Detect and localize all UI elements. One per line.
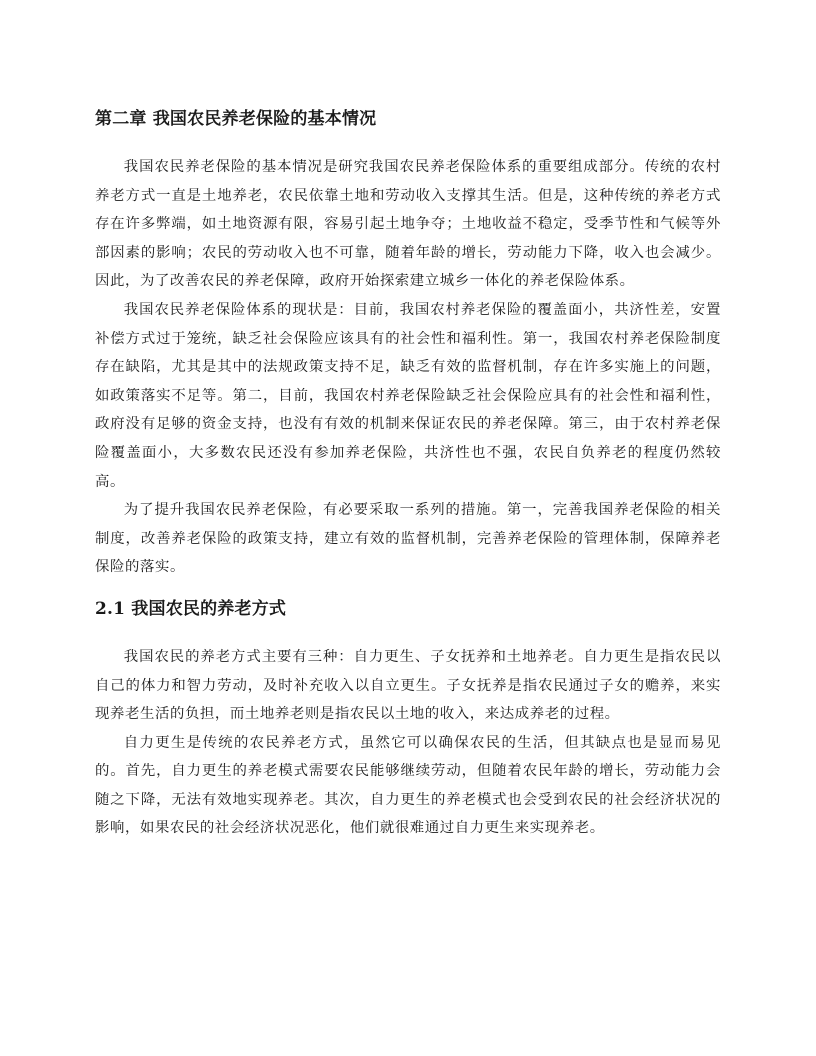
document-page [95,104,721,843]
section-paragraph-2: 自力更生是传统的农民养老方式，虽然它可以确保农民的生活，但其缺点也是显而易见的。首先，自力更生的养老模式需要农民能够继续劳动，但随着农民年龄的增长，劳动能力会随之下降，无法有效地实现养老。其次，自力更生的养老模式也会受到农民的社会经济状况的影响，如果农民的社会经济状况恶化，他们就很难通过自力更生来实现养老。 [95,734,721,837]
chapter-paragraph-3: 为了提升我国农民养老保险，有必要采取一系列的措施。第一，完善我国养老保险的相关制度，改善养老保险的政策支持，建立有效的监督机制，完善养老保险的管理体制，保障养老保险的落实。 [95,502,721,576]
section-paragraph-1: 我国农民的养老方式主要有三种：自力更生、子女抚养和土地养老。自力更生是指农民以自己的体力和智力劳动，及时补充收入以自立更生。子女抚养是指农民通过子女的赡养，来实现养老生活的负担，而土地养老则是指农民以土地的收入，来达成养老的过程。 [95,648,721,723]
section-title: 2.1 我国农民的养老方式 [95,598,287,619]
chapter-paragraph-2: 我国农民养老保险体系的现状是：目前，我国农村养老保险的覆盖面小，共济性差，安置补偿方式过于笼统，缺乏社会保险应该具有的社会性和福利性。第一，我国农村养老保险制度存在缺陷，尤其是其中的法规政策支持不足，缺乏有效的监督机制，存在许多实施上的问题，如政策落实不足等。第二，目前，我国农村养老保险缺乏社会保险应具有的社会性和福利性，政府没有足够的资金支持，也没有有效的机制来保证农民的养老保障。第三，由于农村养老保险覆盖面小，大多数农民还没有参加养老保险，共济性也不强，农民自负养老的程度仍然较高。 [95,301,721,490]
chapter-paragraph-1: 我国农民养老保险的基本情况是研究我国农民养老保险体系的重要组成部分。传统的农村养老方式一直是土地养老，农民依靠土地和劳动收入支撑其生活。但是，这种传统的养老方式存在许多弊端，如土地资源有限，容易引起土地争夺；土地收益不稳定，受季节性和气候等外部因素的影响；农民的劳动收入也不可靠，随着年龄的增长，劳动能力下降，收入也会减少。因此，为了改善农民的养老保障，政府开始探索建立城乡一体化的养老保险体系。 [95,159,721,290]
chapter-title: 第二章 我国农民养老保险的基本情况 [95,109,377,129]
